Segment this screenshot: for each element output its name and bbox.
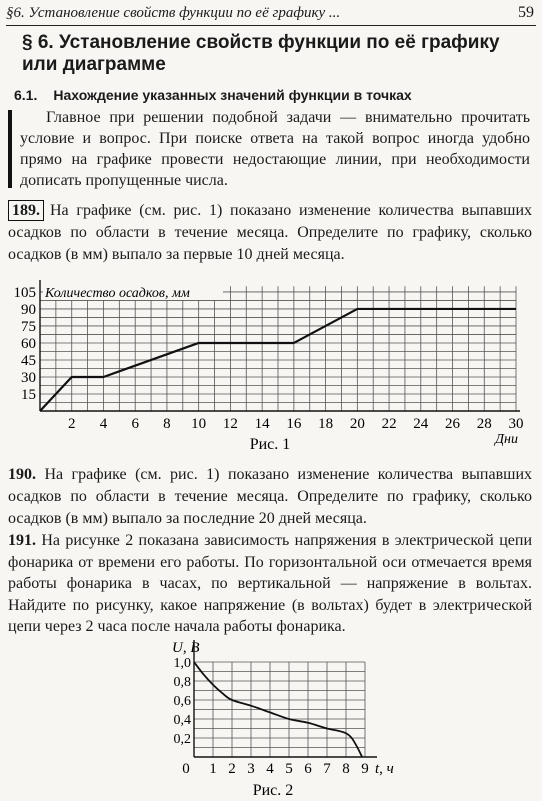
- x-tick-label: 16: [286, 416, 302, 432]
- problem-190: [8, 464, 532, 530]
- x-tick-label: 3: [247, 761, 255, 777]
- x-tick-label: 8: [163, 416, 171, 432]
- running-head: [6, 3, 536, 26]
- x-tick-label: 12: [222, 416, 238, 432]
- y-tick-label: 0,8: [173, 675, 191, 690]
- subsection-heading: [14, 86, 534, 104]
- section-title: [22, 32, 527, 76]
- x-tick-label: 20: [349, 416, 365, 432]
- x-tick-label: 2: [67, 416, 76, 432]
- note-bar: [8, 110, 12, 188]
- y-tick-label: 0,2: [173, 732, 191, 747]
- x-axis-label: t, ч: [375, 761, 394, 777]
- y-tick-label: 75: [21, 318, 36, 335]
- y-axis-label: U, В: [172, 640, 200, 656]
- subsection-title: Нахождение указанных значений функции в точках: [53, 87, 412, 103]
- problem-190-text: На графике (см. рис. 1) показано изменение количества выпавших осадков по области в течение месяца. Определите по графику, сколько осадков (в мм) выпало за последние 20 дней месяца.: [8, 466, 533, 527]
- y-tick-label: 105: [13, 284, 36, 301]
- section-title-line1: § 6. Установление свойств функции по её графику: [22, 32, 500, 53]
- x-tick-label: 4: [266, 761, 274, 777]
- x-tick-label: 26: [445, 416, 461, 432]
- y-tick-label: 90: [21, 301, 36, 318]
- x-axis-label: Дни: [495, 432, 518, 447]
- page-number: 59: [518, 4, 534, 21]
- problem-191: [8, 530, 532, 638]
- x-tick-label: 28: [476, 416, 492, 432]
- figure-2-chart: [160, 636, 400, 798]
- subsection-number: 6.1.: [14, 87, 38, 103]
- x-tick-label: 14: [254, 416, 270, 432]
- figure-caption: Рис. 1: [249, 436, 291, 453]
- problem-189-number: 189.: [8, 200, 44, 221]
- x-tick-label: 6: [131, 416, 139, 432]
- x-tick-label: 18: [318, 416, 334, 432]
- problem-189-text: На графике (см. рис. 1) показано изменение количества выпавших осадков по области в течение месяца. Определите по графику, сколько осадков (в мм) выпало за первые 10 дней месяца.: [8, 202, 532, 263]
- running-title: §6. Установление свойств функции по её графику ...: [6, 5, 341, 21]
- y-tick-label: 45: [21, 352, 36, 369]
- x-tick-label: 7: [323, 761, 331, 777]
- x-tick-label: 22: [381, 416, 397, 432]
- y-tick-label: 15: [21, 386, 36, 403]
- section-title-line2: или диаграмме: [22, 54, 166, 75]
- x-tick-label: 5: [285, 761, 293, 777]
- figure-caption: Рис. 2: [252, 782, 294, 798]
- problem-191-text: На рисунке 2 показана зависимость напряжения в электрической цепи фонарика от времени его работы. По горизонтальной оси отмечается время работы фонарика в часах, по вертикальной — напряжение в вольтах. Найдите по рисунку, какое напряжение (в вольтах) будет в электрической цепи через 2 часа после начала работы фонарика.: [8, 532, 533, 635]
- x-tick-label: 4: [99, 416, 108, 432]
- x-tick-label: 2: [228, 761, 236, 777]
- x-tick-label: 1: [209, 761, 217, 777]
- problem-189: [8, 200, 532, 266]
- problem-191-number: 191.: [8, 532, 36, 549]
- problem-190-number: 190.: [8, 466, 36, 483]
- x-tick-label: 6: [304, 761, 312, 777]
- x-tick-label: 8: [342, 761, 350, 777]
- x-tick-label: 10: [191, 416, 207, 432]
- y-tick-label: 1,0: [173, 656, 191, 671]
- y-tick-label: 0,6: [173, 694, 191, 709]
- y-tick-label: 0,4: [173, 713, 191, 728]
- y-tick-label: 30: [21, 369, 36, 386]
- x-tick-label: 24: [413, 416, 429, 432]
- y-axis-label: Количество осадков, мм: [45, 286, 190, 301]
- figure-1-chart: [0, 280, 542, 466]
- method-note: Главное при решении подобной задачи — внимательно прочитать условие и вопрос. При поиске ответа на такой вопрос иногда удобно прямо на графике провести недостающие линии, при необходимости дописать пропущенные числа.: [20, 109, 530, 189]
- x-tick-label: 30: [508, 416, 524, 432]
- y-tick-label: 60: [21, 335, 36, 352]
- x-tick-label: 0: [182, 761, 190, 777]
- x-tick-label: 9: [361, 761, 369, 777]
